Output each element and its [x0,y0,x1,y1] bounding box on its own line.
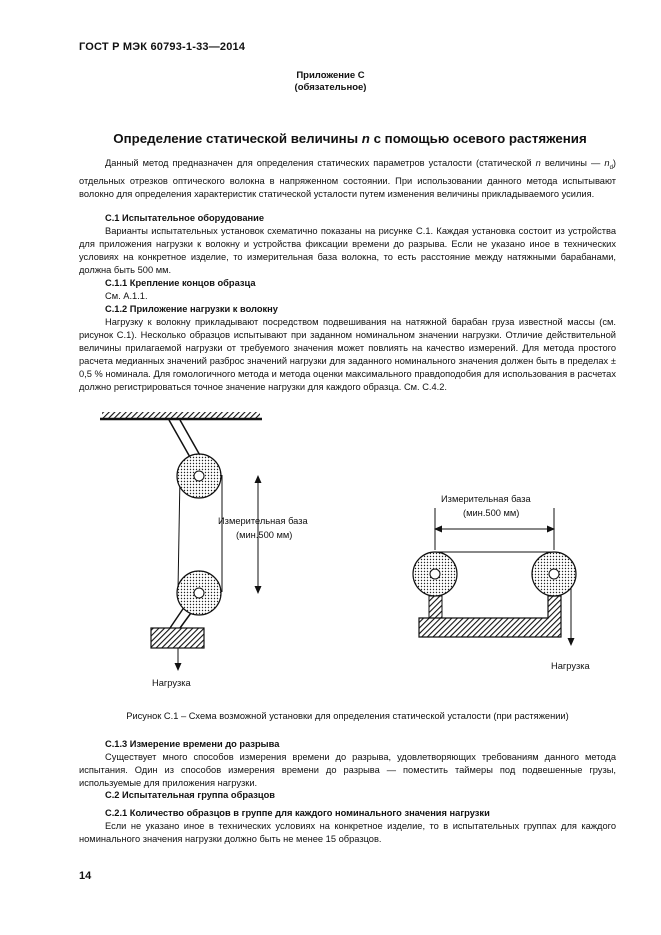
text-c11: См. А.1.1. [105,291,148,301]
heading-c12: С.1.2 Приложение нагрузки к волокну [105,304,278,314]
right-load-label: Нагрузка [551,661,590,671]
post-left [429,596,442,618]
right-gauge-label-2: (мин.500 мм) [463,508,520,518]
heading-c11: С.1.1 Крепление концов образца [105,278,256,288]
heading-c21: С.2.1 Количество образцов в группе для каждого номинального значения нагрузки [105,808,490,818]
right-setup [413,508,576,646]
intro-text-b: величины — [540,158,605,168]
left-load-label: Нагрузка [152,678,191,688]
symbol-subscript: d [609,164,613,171]
title-before: Определение статической величины [113,131,362,146]
right-gauge-label-1: Измерительная база [441,494,531,504]
text-c12: Нагрузку к волокну прикладывают посредством подвешивания на натяжной барабан груза известной массы (см. рисунок С.1). Несколько образцов испытывают при заданном номинальном значении нагрузки. Отличие действительной величины прилагаемой нагрузки от требуемого значения может повлиять на качество измерений. Для метода простого расчета медианных значений разброс значений нагрузки для заданного номинального значения должен быть в пределах ± 0,5 % номинала. Для гомологичного метода и метода оценки максимального правдоподобия для использования в расчетах должно регистрироваться точное значение нагрузки для каждого образца. См. С.4.2. [79,317,616,392]
document-header: ГОСТ Р МЭК 60793-1-33—2014 [79,41,246,53]
text-c13: Существует много способов измерения времени до разрыва, удовлетворяющих требованиям данного метода испытания. Один из способов измерения времени до разрыва — поместить таймеры под подвешенные грузы, используемые для приложения нагрузки. [79,752,616,788]
text-c1: Варианты испытательных установок схематично показаны на рисунке С.1. Каждая установка состоит из устройства для приложения нагрузки к волокну и устройства фиксации времени до разрыва. Если не указано иное в технических условиях на конкретное изделие, то измерительная база волокна, то есть расстояние между натяжными барабанами, должна быть 500 мм. [79,226,616,275]
section-c2 [79,789,616,802]
load-arrow-right [568,638,575,646]
appendix-status: (обязательное) [294,82,367,93]
heading-c1: С.1 Испытательное оборудование [105,213,265,223]
intro-text-a: Данный метод предназначен для определения статических параметров усталости (статической [105,158,536,168]
left-gauge-label-1: Измерительная база [218,516,308,526]
page-number: 14 [79,870,92,882]
left-gauge-label-2: (мин.500 мм) [236,530,293,540]
heading-c13: С.1.3 Измерение времени до разрыва [105,739,280,749]
symbol-nd: n [604,158,610,168]
section-c13 [79,738,616,790]
heading-c2: С.2 Испытательная группа образцов [105,790,276,800]
text-c21: Если не указано иное в технических условиях на конкретное изделие, то в испытательных группах для каждого номинального значения нагрузки должно быть не менее 15 образцов. [79,821,616,844]
appendix-title: Приложение С [296,70,365,81]
figure-caption: Рисунок С.1 – Схема возможной установки для определения статической усталости (при растяжении) [126,711,569,721]
fiber-left [178,475,180,590]
symbol-n: n [535,158,541,168]
title-symbol: n [361,131,370,146]
title-after: с помощью осевого растяжения [369,131,587,146]
intro-text-c: ) отдельных отрезков оптического волокна в напряженном состоянии. При использовании данного метода испытывают волокно для определения характеристик статической усталости путем изменения величины прикладываемого усилия. [79,158,617,199]
left-setup [100,412,262,671]
section-c21 [79,807,616,846]
load-weight [151,628,204,648]
